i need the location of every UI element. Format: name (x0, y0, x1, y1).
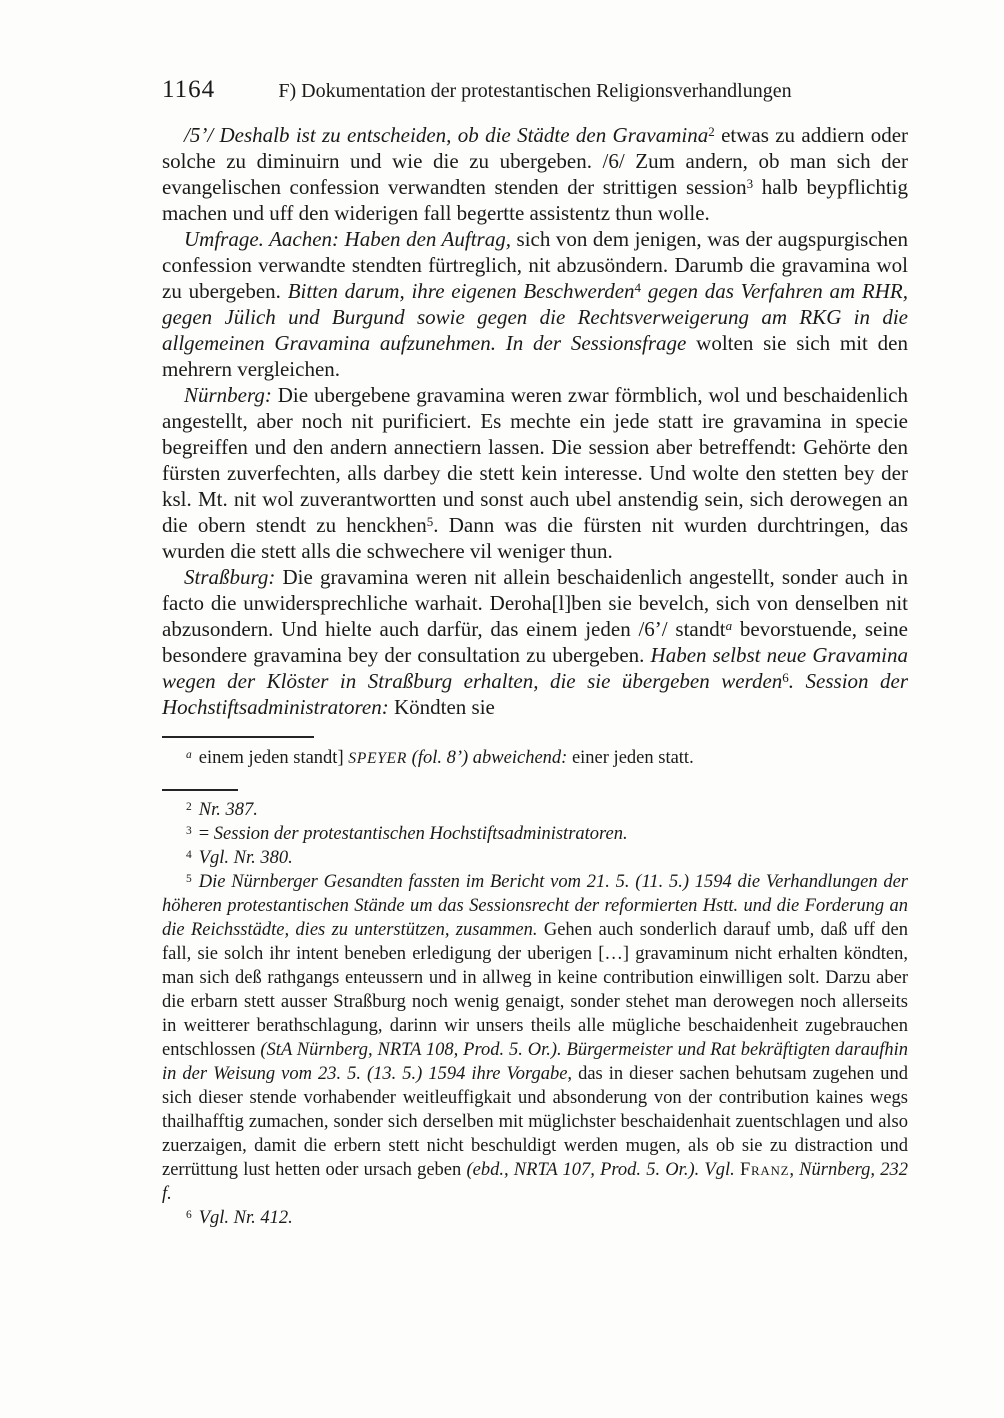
text-run: Bitten darum, ihre eigenen Beschwerden (287, 279, 635, 303)
text-run: das in dieser sachen behutsam zugehen und sich dieser stende vorhabender weitleuffigkait und absonderung von der contribution kaines wegs thailhafftig zumachen, sonder sich derselben mit müglichster beschaidenhait zuentschlagen und also zuerzaigen, damit die erbern stett nicht beschuldigt werden mugen, als ob sie zu distraction und zerrüttung lust hetten oder ursach geben (162, 1064, 909, 1180)
paragraph-deliberation (162, 122, 908, 226)
text-run: Franz (739, 1160, 790, 1180)
text-run: Straßburg: (184, 565, 276, 589)
note-marker: 3 (746, 176, 754, 192)
note-marker: 6 (186, 1208, 192, 1221)
note-marker: 2 (186, 800, 192, 813)
text-run: Haben selbst neue Gravamina wegen der Klöster in Straßburg erhalten, die sie übergeben werden (162, 643, 909, 693)
text-run: Vgl. Nr. 412. (198, 1208, 293, 1228)
note-marker: 5 (426, 514, 434, 530)
main-text (162, 122, 908, 720)
text-run: halb beypflichtig machen und uff den widerigen fall begertte assistentz thun wolle. (162, 175, 908, 225)
text-run: einem jeden standt] (198, 748, 349, 768)
text-run: Die Nürnberger Gesandten fassten im Bericht vom 21. 5. (11. 5.) 1594 die Verhandlungen der höheren protestantischen Stände um das Sessionsrecht der reformierten Hstt. und die Forderung an die Reichsstädte, dies zu unterstützen, zusammen. (162, 872, 908, 940)
text-run: Die gravamina weren nit allein beschaidenlich angestellt, sonder auch in facto die unwidersprechliche warhait. Deroha[l]ben sie bevelch, sich von denselben nit abzusondern. Und hielte auch darfür, das einem jeden /6’/ standt (162, 565, 908, 641)
paragraph-strassburg (162, 564, 908, 720)
text-run: Nürnberg: (184, 383, 272, 407)
footnote-separator-rule (162, 789, 238, 791)
text-run: Vgl. Nr. 380. (198, 848, 293, 868)
footnote-6 (162, 1206, 908, 1230)
note-marker: 5 (186, 872, 192, 885)
footnote-2 (162, 798, 908, 822)
footnote-4 (162, 846, 908, 870)
text-run: Köndten sie (388, 695, 495, 719)
text-run: (ebd., NRTA 107, Prod. 5. Or.). Vgl. (466, 1160, 740, 1180)
note-marker: 4 (186, 848, 192, 861)
paragraph-nuernberg (162, 382, 908, 564)
footnote-5 (162, 870, 908, 1206)
note-marker: a (725, 618, 733, 634)
text-run: Umfrage. Aachen: Haben den Auftrag, (184, 227, 511, 251)
text-run: Die ubergebene gravamina weren zwar förmblich, wol und beschaidenlich angestellt, aber noch nit purificiert. Es mechte ein jede statt ire gravamina in specie begreiffen und den andern annectiern lassen. Die session aber betreffendt: Gehörte den fürsten zuverfechten, alls darbey die stett kein interesse. Und wolte den stetten bey der ksl. Mt. nit wol zuverantwortten und sonst auch ubel anstendig sein, sich derowegen an die obern stendt zu henckhen (162, 383, 908, 537)
text-run: , Nürnberg, 232 f. (162, 1160, 908, 1204)
note-marker: 2 (708, 124, 715, 140)
note-marker: 4 (634, 280, 642, 296)
text-run: . Dann was die fürsten nit wurden durchtringen, das wurden die stett alls die schwechere vil weniger thun. (162, 513, 908, 563)
text-run: Nr. 387. (198, 800, 258, 820)
text-run: . Session der Hochstiftsadministratoren: (162, 669, 909, 719)
critical-apparatus (162, 736, 908, 771)
page-header (162, 78, 908, 106)
text-run: etwas zu addiern oder solche zu diminuirn und wie die zu ubergeben. /6/ Zum andern, ob man sich der evangelischen confession verwandten stenden der strittigen session (162, 123, 909, 199)
text-run: SPEYER (348, 750, 408, 767)
note-marker: 3 (186, 824, 192, 837)
text-run: sich von dem jenigen, was der augspurgischen confession verwandte stendten fürtreglich, nit abzusöndern. Darumb die gravamina wol zu ubergeben. (162, 227, 908, 303)
apparatus-note-a (162, 746, 908, 771)
running-head: F) Dokumentation der protestantischen Religionsverhandlungen (278, 80, 792, 102)
text-run: /5’/ Deshalb ist zu entscheiden, ob die Städte den Gravamina (184, 123, 709, 147)
text-run: wolten sie sich mit den mehrern vergleichen. (162, 331, 909, 381)
text-run: (fol. 8’) abweichend: (407, 748, 572, 768)
text-run: = (198, 824, 214, 844)
text-run: gegen das Verfahren am RHR, gegen Jülich und Burgund sowie gegen die Rechtsverweigerung am RKG in die allgemeinen Gravamina aufzunehmen. In der Sessionsfrage (162, 279, 908, 355)
note-marker: a (186, 748, 192, 761)
note-marker: 6 (782, 670, 789, 686)
text-run: (StA Nürnberg, NRTA 108, Prod. 5. Or.). Bürgermeister und Rat bekräftigten daraufhin in der Weisung vom 23. 5. (13. 5.) 1594 ihre Vorgabe, (162, 1040, 908, 1084)
text-run: einer jeden statt. (571, 748, 694, 768)
paragraph-umfrage-aachen (162, 226, 908, 382)
apparatus-separator-rule (162, 736, 314, 738)
text-run: Gehen auch sonderlich darauf umb, daß uff den fall, sie solch ihr intent beneben erledigung der uberigen […] gravaminum nicht erhalten köndten, man sich deß rathgangs enteussern und in allweg in keine contribution einwilligen solt. Darzu aber die erbarn stett ausser Straßburg noch wenig genaigt, sonder stehet man derowegen noch allerseits in weitterer berathschlagung, darinn wir unsers theils alle mügliche beschaidenheit zugebrauchen entschlossen (162, 920, 909, 1060)
page-number: 1164 (162, 76, 216, 103)
text-run: Session der protestantischen Hochstiftsadministratoren. (213, 824, 628, 844)
text-run: bevorstuende, seine besondere gravamina bey der consultation zu ubergeben. (162, 617, 908, 667)
footnote-3 (162, 822, 908, 846)
footnote-block (162, 789, 908, 1230)
